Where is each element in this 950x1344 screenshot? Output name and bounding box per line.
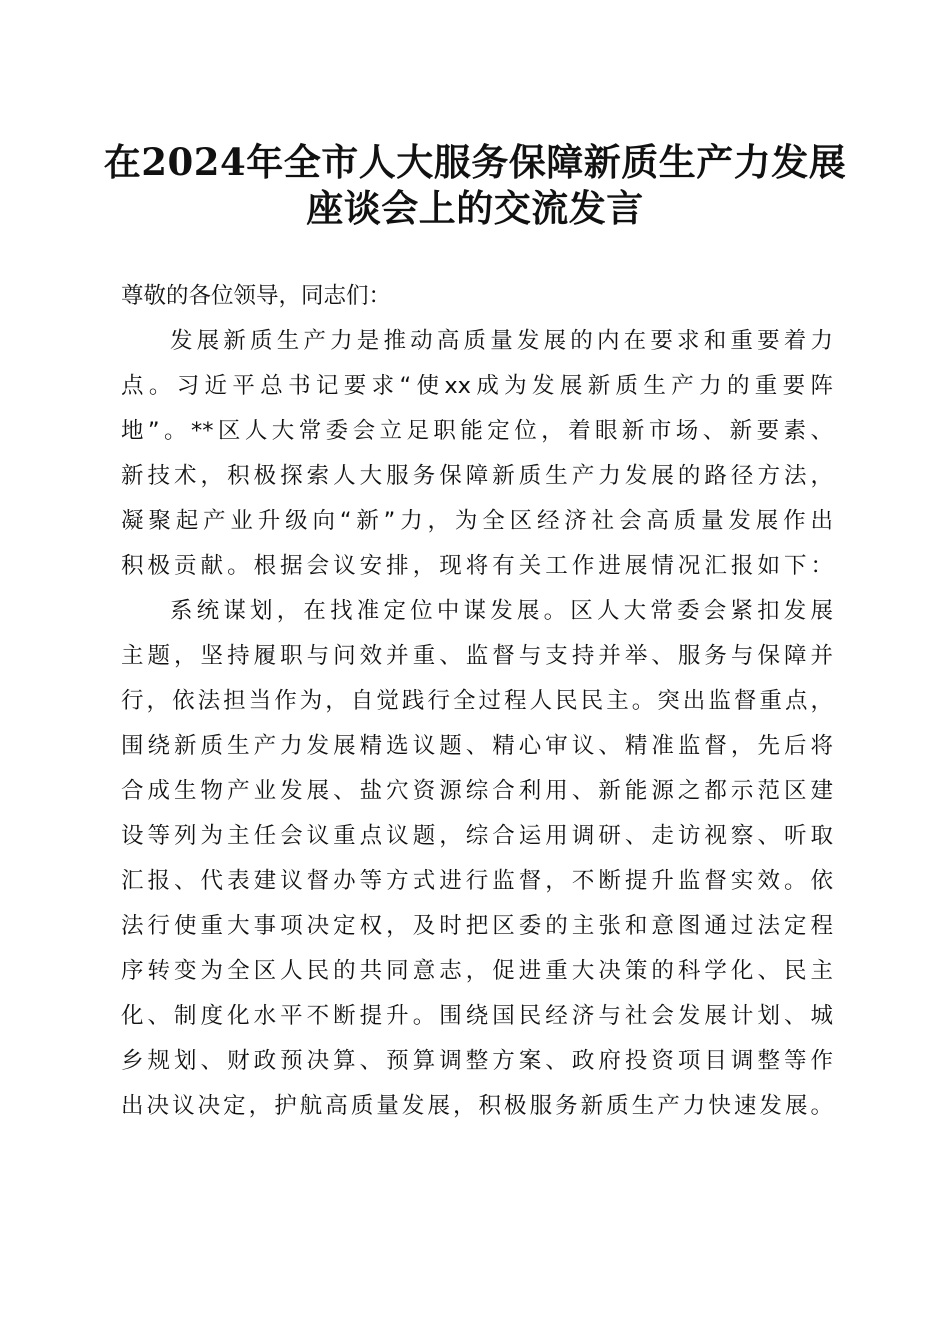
paragraph-1-line: 凝聚起产业升级向“新”力，为全区经济社会高质量发展作出 [121, 508, 833, 534]
paragraph-2-line: 行，依法担当作为，自觉践行全过程人民民主。突出监督重点， [121, 688, 833, 714]
paragraph-2-line: 系统谋划，在找准定位中谋发展。区人大常委会紧扣发展 [170, 598, 833, 624]
paragraph-2-line: 化、制度化水平不断提升。围绕国民经济与社会发展计划、城 [121, 1003, 833, 1029]
paragraph-1-line: 地”。**区人大常委会立足职能定位，着眼新市场、新要素、 [121, 418, 833, 444]
paragraph-1-line: 点。习近平总书记要求“使xx成为发展新质生产力的重要阵 [121, 373, 833, 399]
paragraph-2-line: 汇报、代表建议督办等方式进行监督，不断提升监督实效。依 [121, 868, 833, 894]
paragraph-1-line: 积极贡献。根据会议安排，现将有关工作进展情况汇报如下： [121, 553, 833, 579]
paragraph-2-line: 合成生物产业发展、盐穴资源综合利用、新能源之都示范区建 [121, 778, 833, 804]
paragraph-2-line: 法行使重大事项决定权，及时把区委的主张和意图通过法定程 [121, 913, 833, 939]
paragraph-2-line: 主题，坚持履职与问效并重、监督与支持并举、服务与保障并 [121, 643, 833, 669]
paragraph-2-line: 序转变为全区人民的共同意志，促进重大决策的科学化、民主 [121, 958, 833, 984]
paragraph-1-line: 发展新质生产力是推动高质量发展的内在要求和重要着力 [170, 328, 833, 354]
document-title-line-2: 座谈会上的交流发言 [306, 186, 644, 230]
document-title-line-1: 在2024年全市人大服务保障新质生产力发展 [103, 140, 847, 184]
paragraph-1-line: 新技术，积极探索人大服务保障新质生产力发展的路径方法， [121, 463, 833, 489]
paragraph-2-line: 出决议决定，护航高质量发展，积极服务新质生产力快速发展。 [121, 1093, 833, 1119]
paragraph-2-line: 围绕新质生产力发展精选议题、精心审议、精准监督，先后将 [121, 733, 833, 759]
paragraph-2-line: 乡规划、财政预决算、预算调整方案、政府投资项目调整等作 [121, 1048, 833, 1074]
salutation: 尊敬的各位领导，同志们： [121, 283, 392, 309]
paragraph-2-line: 设等列为主任会议重点议题，综合运用调研、走访视察、听取 [121, 823, 833, 849]
